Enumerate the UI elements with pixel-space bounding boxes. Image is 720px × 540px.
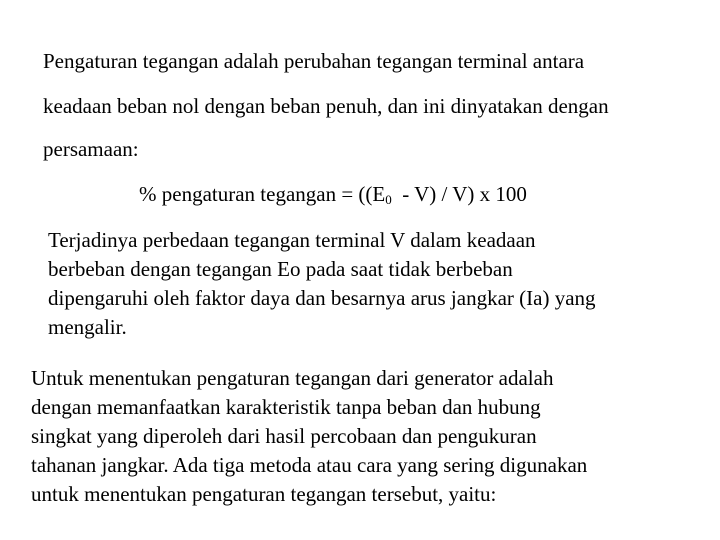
paragraph2-line: mengalir. <box>48 315 127 339</box>
formula-left: % pengaturan tegangan = ((E <box>139 182 386 206</box>
paragraph-voltage-difference <box>48 226 708 342</box>
paragraph3-line: singkat yang diperoleh dari hasil percobaan dan pengukuran <box>31 424 537 448</box>
paragraph2-line: berbeban dengan tegangan Eo pada saat tidak berbeban <box>48 257 513 281</box>
paragraph2-line: Terjadinya perbedaan tegangan terminal V dalam keadaan <box>48 228 536 252</box>
paragraph2-line: dipengaruhi oleh faktor daya dan besarnya arus jangkar (Ia) yang <box>48 286 596 310</box>
formula-subscript: 0 <box>385 192 392 207</box>
intro-line-1: Pengaturan tegangan adalah perubahan tegangan terminal antara <box>43 49 585 73</box>
intro-line-2: keadaan beban nol dengan beban penuh, dan ini dinyatakan dengan <box>43 94 609 118</box>
intro-line-3: persamaan: <box>43 137 139 161</box>
paragraph-methods <box>31 364 711 509</box>
paragraph3-line: Untuk menentukan pengaturan tegangan dari generator adalah <box>31 366 554 390</box>
paragraph3-line: dengan memanfaatkan karakteristik tanpa beban dan hubung <box>31 395 541 419</box>
paragraph3-line: untuk menentukan pengaturan tegangan tersebut, yaitu: <box>31 482 497 506</box>
regulation-formula <box>139 182 527 212</box>
paragraph3-line: tahanan jangkar. Ada tiga metoda atau cara yang sering digunakan <box>31 453 588 477</box>
formula-right: - V) / V) x 100 <box>391 182 527 206</box>
